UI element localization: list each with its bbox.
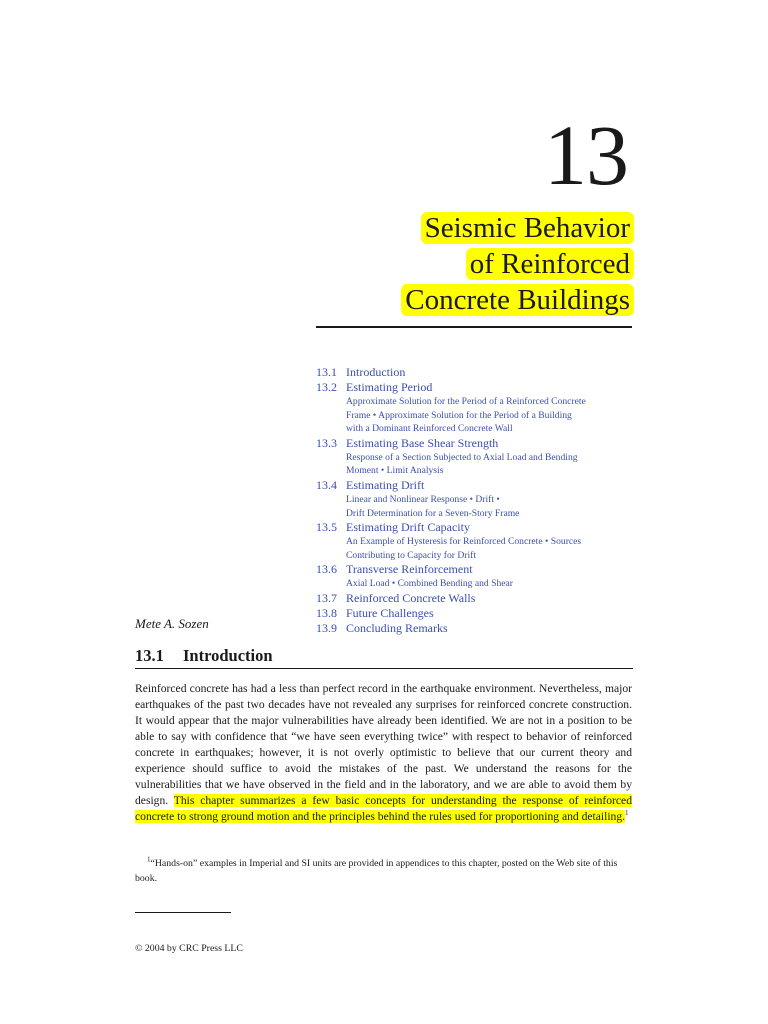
section-number: 13.1	[135, 646, 164, 665]
toc-number: 13.1	[316, 365, 337, 379]
toc-entry[interactable]	[316, 606, 646, 621]
toc-entry[interactable]	[316, 365, 646, 380]
toc-subtopics: Frame • Approximate Solution for the Period of a Building	[346, 409, 572, 421]
toc-subtopics: Drift Determination for a Seven-Story Frame	[346, 507, 520, 519]
footnote-reference[interactable]: 1	[625, 809, 629, 818]
chapter-title-line: of Reinforced	[466, 248, 634, 280]
toc-subtopics: Linear and Nonlinear Response • Drift •	[346, 493, 500, 505]
toc-number: 13.2	[316, 380, 337, 394]
toc-entry[interactable]	[316, 436, 646, 478]
toc-subtopics: Axial Load • Combined Bending and Shear	[346, 578, 513, 590]
toc-title[interactable]: Estimating Period	[346, 380, 433, 394]
intro-text: Reinforced concrete has had a less than perfect record in the earthquake environment. Nevertheless, major earthquakes of the past two decades have not revealed any surprises for reinforced concrete construction. It would appear that the major vulnerabilities have already been identified. We are not in a position to be able to say with confidence that “we have seen everything twice” with respect to behavior of reinforced concrete in earthquakes; however, it is not overly optimistic to believe that our current theory and experience should suffice to avoid the mistakes of the past. We understand the reasons for the vulnerabilities that we have observed in the field and in the laboratory, and we are able to avoid them by design.	[135, 682, 632, 807]
chapter-number: 13	[544, 107, 628, 203]
toc-entry[interactable]	[316, 591, 646, 606]
toc-subtopics: Approximate Solution for the Period of a Reinforced Concrete	[346, 396, 586, 407]
toc-title[interactable]: Estimating Base Shear Strength	[346, 435, 499, 450]
toc-title[interactable]: Estimating Drift	[346, 477, 425, 492]
toc-number: 13.8	[316, 605, 337, 620]
toc-subtopics: Response of a Section Subjected to Axial Load and Bending	[346, 451, 578, 463]
toc-title[interactable]: Concluding Remarks	[346, 620, 448, 635]
toc-title[interactable]: Reinforced Concrete Walls	[346, 590, 476, 605]
toc-entry[interactable]	[316, 621, 646, 636]
toc-number: 13.9	[316, 620, 337, 635]
toc-subtopics: An Example of Hysteresis for Reinforced Concrete • Sources	[346, 536, 582, 548]
footnote-text: “Hands-on” examples in Imperial and SI units are provided in appendices to this chapter, posted on the Web site of this book.	[135, 858, 618, 884]
intro-paragraph	[135, 681, 632, 825]
toc-entry[interactable]	[316, 520, 646, 562]
section-title: Introduction	[183, 646, 273, 665]
toc-number: 13.4	[316, 477, 337, 492]
toc-title[interactable]: Introduction	[346, 365, 406, 379]
section-heading	[135, 646, 273, 666]
toc-title[interactable]: Future Challenges	[346, 605, 434, 620]
toc-title[interactable]: Estimating Drift Capacity	[346, 520, 470, 535]
toc-number: 13.3	[316, 435, 337, 450]
chapter-title	[401, 210, 634, 318]
toc-number: 13.7	[316, 590, 337, 605]
toc-subtopics: Moment • Limit Analysis	[346, 465, 444, 477]
toc-entry[interactable]	[316, 380, 646, 436]
title-divider	[316, 326, 632, 328]
chapter-title-line: Seismic Behavior	[421, 212, 634, 244]
toc-subtopics: Contributing to Capacity for Drift	[346, 549, 477, 561]
highlighted-text: This chapter summarizes a few basic concepts for understanding the response of reinforced concrete to strong ground motion and the principles behind the rules used for proportioning and detailing.	[135, 794, 633, 823]
table-of-contents	[316, 365, 646, 636]
toc-subtopics: with a Dominant Reinforced Concrete Wall	[346, 423, 513, 435]
toc-number: 13.5	[316, 520, 337, 535]
footer-divider	[135, 912, 231, 913]
chapter-title-line: Concrete Buildings	[401, 284, 634, 316]
copyright-notice: © 2004 by CRC Press LLC	[135, 943, 243, 954]
footnote	[135, 856, 632, 886]
toc-entry[interactable]	[316, 478, 646, 520]
section-divider	[135, 668, 633, 669]
toc-title[interactable]: Transverse Reinforcement	[346, 562, 473, 577]
toc-number: 13.6	[316, 562, 337, 577]
author-name: Mete A. Sozen	[135, 616, 209, 631]
toc-entry[interactable]	[316, 562, 646, 591]
footnote-marker: 1	[147, 855, 151, 864]
